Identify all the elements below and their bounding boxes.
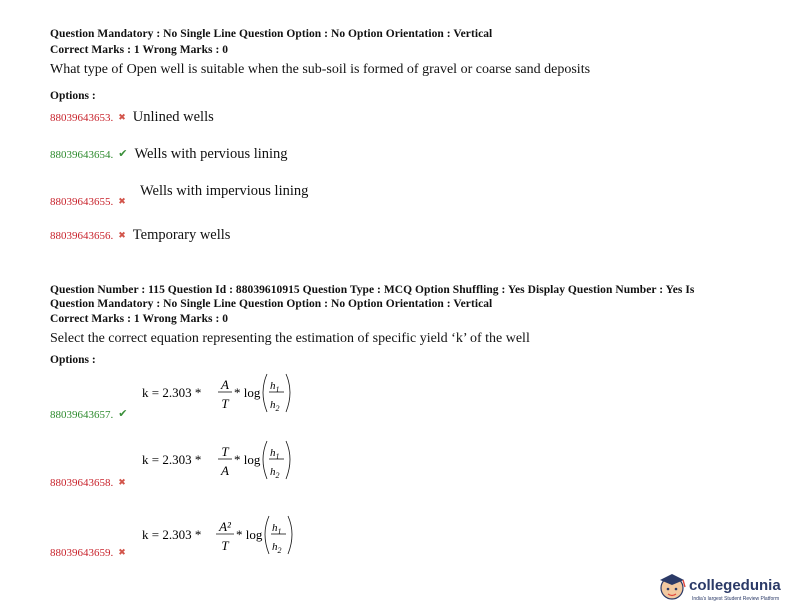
q114-options-label: Options : [50, 90, 96, 102]
option-text: Temporary wells [132, 227, 231, 243]
q114-option-3-text: Wells with impervious lining [140, 183, 309, 199]
q115-meta-line-1: Question Number : 115 Question Id : 88039610915 Question Type : MCQ Option Shuffling : Yes Display Question Number : Yes Is [50, 284, 695, 296]
q114-option-4 [50, 226, 230, 244]
collegedunia-logo [656, 566, 786, 606]
formula-log-num: $h_1$ [270, 447, 280, 461]
q115-meta-line-2: Question Mandatory : No Single Line Question Option : No Option Orientation : Vertical [50, 298, 493, 310]
wrong-mark-icon: ✖ [118, 478, 126, 488]
option-text: Wells with pervious lining [134, 146, 288, 162]
q114-marks: Correct Marks : 1 Wrong Marks : 0 [50, 44, 229, 56]
q115-option-1 [50, 405, 127, 423]
formula-den: A [221, 463, 229, 478]
q115-option-2 [50, 473, 126, 491]
formula-log-num: $h_1$ [272, 522, 282, 536]
option-id: 88039643654. [50, 149, 114, 161]
q115-formula-3 [142, 512, 302, 560]
logo-brand-text: collegedunia [689, 577, 781, 594]
formula-lhs: k = 2.303 * [142, 527, 202, 542]
q114-option-2 [50, 145, 288, 163]
option-id: 88039643655. [50, 196, 114, 208]
wrong-mark-icon: ✖ [118, 231, 126, 241]
formula-log-den: $h_2$ [270, 399, 280, 413]
q114-option-1 [50, 108, 214, 126]
option-id: 88039643657. [50, 409, 114, 421]
option-id: 88039643659. [50, 547, 114, 559]
formula-num: A [221, 377, 229, 392]
wrong-mark-icon: ✖ [118, 113, 126, 123]
formula-log-num: $h_1$ [270, 380, 280, 394]
q115-formula-1 [142, 370, 302, 418]
formula-den: T [221, 538, 229, 553]
collegedunia-logo-mark [656, 566, 786, 606]
q115-marks: Correct Marks : 1 Wrong Marks : 0 [50, 313, 229, 325]
formula-num: T [221, 444, 229, 459]
option-text: Unlined wells [132, 109, 214, 125]
q114-question-text: What type of Open well is suitable when the sub-soil is formed of gravel or coarse sand deposits [50, 62, 591, 77]
q115-question-text: Select the correct equation representing the estimation of specific yield ‘k’ of the well [50, 331, 530, 346]
q115-options-label: Options : [50, 354, 96, 366]
formula-den: T [221, 396, 229, 411]
logo-tagline: India's largest Student Review Platform [692, 596, 780, 602]
wrong-mark-icon: ✖ [118, 197, 126, 207]
q115-formula-2 [142, 437, 302, 485]
option-id: 88039643656. [50, 230, 114, 242]
q114-meta-line: Question Mandatory : No Single Line Question Option : No Option Orientation : Vertical [50, 28, 493, 40]
correct-check-icon: ✔ [118, 147, 128, 160]
correct-check-icon: ✔ [118, 407, 128, 420]
formula-lhs: k = 2.303 * [142, 385, 202, 400]
formula-num: A² [219, 519, 231, 534]
formula-mid: * log [234, 385, 261, 400]
q114-option-3 [50, 192, 126, 210]
wrong-mark-icon: ✖ [118, 548, 126, 558]
q115-option-3 [50, 543, 126, 561]
formula-lhs: k = 2.303 * [142, 452, 202, 467]
formula-log-den: $h_2$ [272, 541, 282, 555]
option-id: 88039643653. [50, 112, 114, 124]
option-id: 88039643658. [50, 477, 114, 489]
formula-mid: * log [236, 527, 263, 542]
formula-log-den: $h_2$ [270, 466, 280, 480]
formula-mid: * log [234, 452, 261, 467]
